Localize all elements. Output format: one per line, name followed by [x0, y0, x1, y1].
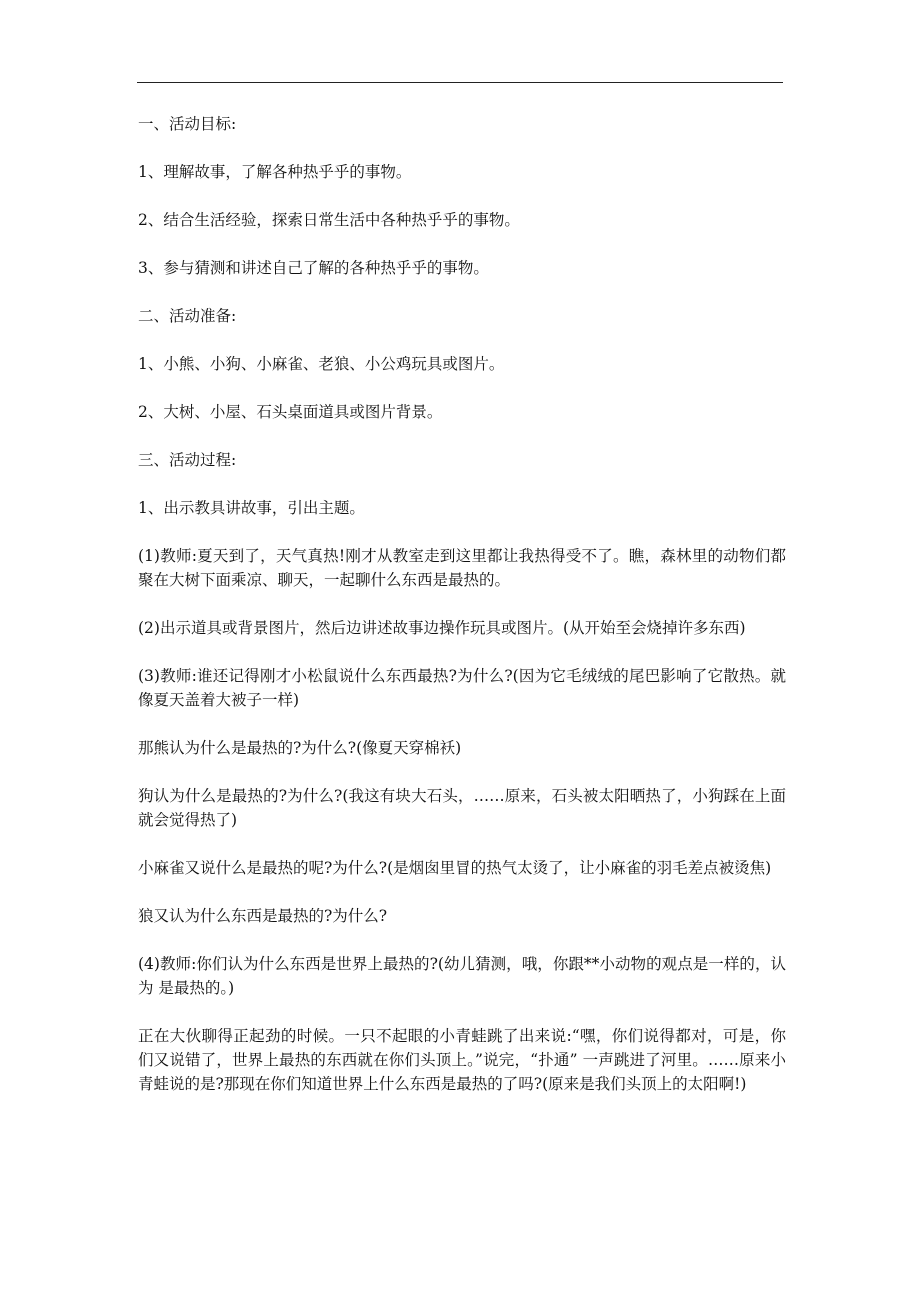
process-paragraph: 正在大伙聊得正起劲的时候。一只不起眼的小青蛙跳了出来说:“嘿，你们说得都对，可是，你们又说错了，世界上最热的东西就在你们头顶上。”说完，“扑通” 一声跳进了河里。……原来小青蛙说的是?那现在你们知道世界上什么东西是最热的了吗?(原来是我们头顶上的太阳啊!): [138, 1027, 786, 1093]
process-paragraph: 小麻雀又说什么是最热的呢?为什么?(是烟囱里冒的热气太烫了，让小麻雀的羽毛差点被烫焦): [138, 859, 772, 877]
process-paragraph: 那熊认为什么是最热的?为什么?(像夏天穿棉袄): [138, 739, 462, 757]
goal-item-2: 2、结合生活经验，探索日常生活中各种热乎乎的事物。: [138, 211, 520, 229]
goal-item-1: 1、理解故事，了解各种热乎乎的事物。: [138, 163, 412, 181]
header-rule: [137, 82, 783, 83]
section-heading-goals: 一、活动目标:: [138, 115, 237, 133]
process-paragraph: 狗认为什么是最热的?为什么?(我这有块大石头，……原来，石头被太阳晒热了，小狗踩在上面就会觉得热了): [138, 787, 786, 829]
process-step-1: 1、出示教具讲故事，引出主题。: [138, 499, 365, 517]
preparation-item-1: 1、小熊、小狗、小麻雀、老狼、小公鸡玩具或图片。: [138, 355, 505, 373]
process-paragraph: (4)教师:你们认为什么东西是世界上最热的?(幼儿猜测，哦，你跟**小动物的观点是一样的，认为 是最热的。): [138, 955, 786, 997]
process-paragraph: (2)出示道具或背景图片，然后边讲述故事边操作玩具或图片。(从开始至会烧掉许多东西): [138, 619, 746, 637]
section-heading-process: 三、活动过程:: [138, 451, 237, 469]
preparation-item-2: 2、大树、小屋、石头桌面道具或图片背景。: [138, 403, 443, 421]
section-heading-preparation: 二、活动准备:: [138, 307, 237, 325]
goal-item-3: 3、参与猜测和讲述自己了解的各种热乎乎的事物。: [138, 259, 489, 277]
process-paragraph: 狼又认为什么东西是最热的?为什么?: [138, 907, 388, 925]
document-body: [138, 112, 786, 1120]
process-paragraph: (3)教师:谁还记得刚才小松鼠说什么东西最热?为什么?(因为它毛绒绒的尾巴影响了它散热。就像夏天盖着大被子一样): [138, 667, 786, 709]
process-paragraph: (1)教师:夏天到了，天气真热!刚才从教室走到这里都让我热得受不了。瞧，森林里的动物们都聚在大树下面乘凉、聊天，一起聊什么东西是最热的。: [138, 547, 786, 589]
